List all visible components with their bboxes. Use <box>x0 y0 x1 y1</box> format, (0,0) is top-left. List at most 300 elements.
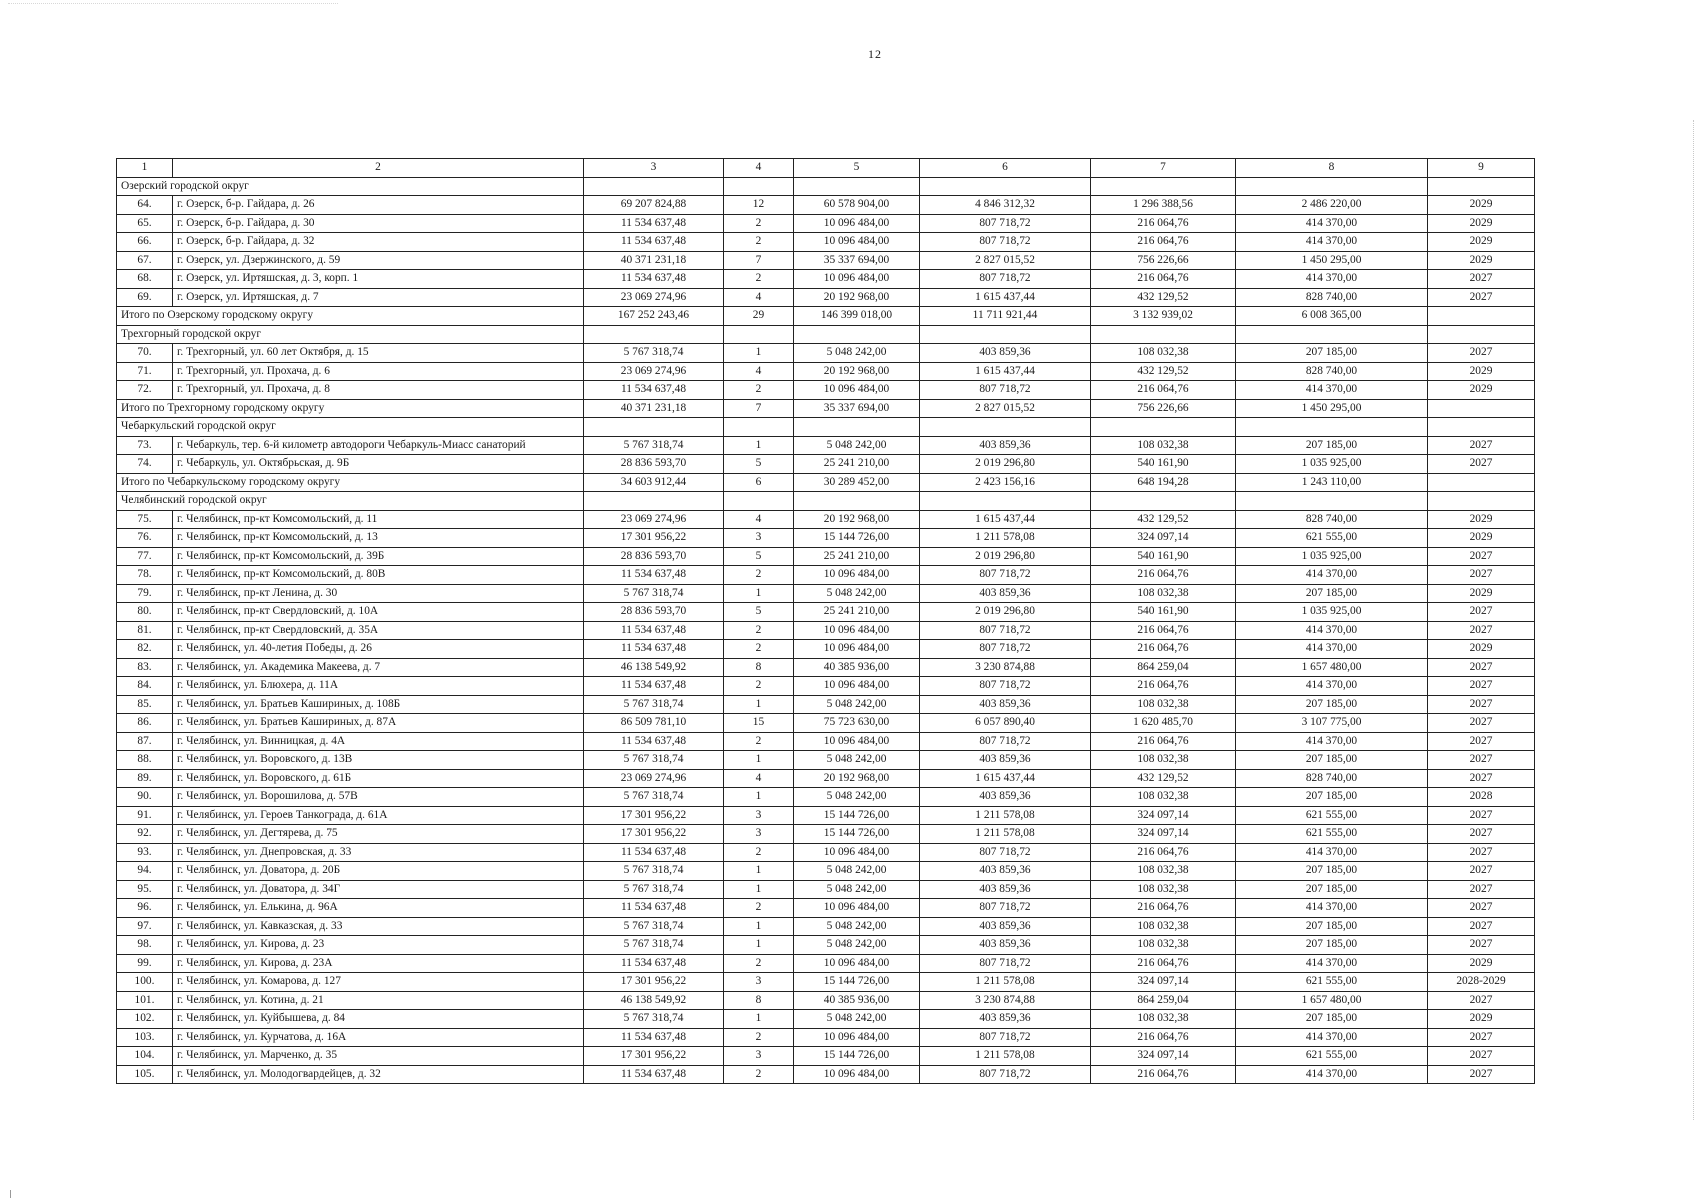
col6-cell: 807 718,72 <box>920 1065 1091 1084</box>
address-cell: г. Челябинск, ул. Братьев Кашириных, д. 108Б <box>173 695 584 714</box>
col8-cell: 414 370,00 <box>1236 1065 1428 1084</box>
lift-count-cell: 2 <box>724 732 794 751</box>
table-row <box>117 251 1535 270</box>
row-number: 84. <box>117 677 173 696</box>
table-row <box>117 714 1535 733</box>
col8-cell: 2 486 220,00 <box>1236 196 1428 215</box>
lift-count-cell: 2 <box>724 899 794 918</box>
total-cost-cell: 11 534 637,48 <box>584 233 724 252</box>
total-cost-cell: 5 767 318,74 <box>584 695 724 714</box>
col8-cell: 621 555,00 <box>1236 1047 1428 1066</box>
col7-cell: 216 064,76 <box>1091 381 1236 400</box>
row-number: 94. <box>117 862 173 881</box>
table-row <box>117 270 1535 289</box>
year-cell: 2027 <box>1428 843 1535 862</box>
address-cell: г. Челябинск, ул. Воровского, д. 61Б <box>173 769 584 788</box>
col6-cell: 403 859,36 <box>920 880 1091 899</box>
year-cell: 2029 <box>1428 1010 1535 1029</box>
year-cell: 2027 <box>1428 1047 1535 1066</box>
page-number: 12 <box>868 47 882 61</box>
row-number: 75. <box>117 510 173 529</box>
col8-cell: 207 185,00 <box>1236 344 1428 363</box>
col7-cell: 216 064,76 <box>1091 233 1236 252</box>
col8-cell: 207 185,00 <box>1236 695 1428 714</box>
col7-cell: 108 032,38 <box>1091 788 1236 807</box>
col7-cell: 216 064,76 <box>1091 1065 1236 1084</box>
lift-count-cell: 15 <box>724 714 794 733</box>
section-label: Озерский городской округ <box>117 177 584 196</box>
total-cell: 3 132 939,02 <box>1091 307 1236 326</box>
col8-cell: 828 740,00 <box>1236 288 1428 307</box>
col5-cell: 5 048 242,00 <box>794 880 920 899</box>
col5-cell: 60 578 904,00 <box>794 196 920 215</box>
col8-cell: 414 370,00 <box>1236 270 1428 289</box>
col8-cell: 1 035 925,00 <box>1236 603 1428 622</box>
col6-cell: 807 718,72 <box>920 270 1091 289</box>
year-cell: 2027 <box>1428 344 1535 363</box>
col8-cell: 828 740,00 <box>1236 769 1428 788</box>
lift-count-cell: 1 <box>724 751 794 770</box>
empty-cell <box>1091 492 1236 511</box>
table-row <box>117 732 1535 751</box>
col6-cell: 403 859,36 <box>920 436 1091 455</box>
address-cell: г. Челябинск, ул. Винницкая, д. 4А <box>173 732 584 751</box>
col8-cell: 1 657 480,00 <box>1236 991 1428 1010</box>
row-number: 74. <box>117 455 173 474</box>
col8-cell: 207 185,00 <box>1236 880 1428 899</box>
row-number: 92. <box>117 825 173 844</box>
lift-count-cell: 3 <box>724 825 794 844</box>
year-cell: 2027 <box>1428 455 1535 474</box>
lift-count-cell: 7 <box>724 251 794 270</box>
col7-cell: 756 226,66 <box>1091 251 1236 270</box>
col7-cell: 324 097,14 <box>1091 529 1236 548</box>
total-cell: 11 711 921,44 <box>920 307 1091 326</box>
col5-cell: 5 048 242,00 <box>794 695 920 714</box>
header-cell: 4 <box>724 159 794 178</box>
col7-cell: 216 064,76 <box>1091 732 1236 751</box>
total-cost-cell: 11 534 637,48 <box>584 899 724 918</box>
col5-cell: 15 144 726,00 <box>794 806 920 825</box>
lift-count-cell: 4 <box>724 362 794 381</box>
total-cell: 7 <box>724 399 794 418</box>
year-cell: 2027 <box>1428 769 1535 788</box>
col8-cell: 207 185,00 <box>1236 788 1428 807</box>
header-cell: 1 <box>117 159 173 178</box>
col6-cell: 1 211 578,08 <box>920 973 1091 992</box>
col8-cell: 414 370,00 <box>1236 843 1428 862</box>
address-cell: г. Озерск, ул. Иртяшская, д. 3, корп. 1 <box>173 270 584 289</box>
col6-cell: 1 211 578,08 <box>920 806 1091 825</box>
year-cell: 2027 <box>1428 991 1535 1010</box>
total-cost-cell: 5 767 318,74 <box>584 436 724 455</box>
empty-cell <box>1236 325 1428 344</box>
col7-cell: 108 032,38 <box>1091 584 1236 603</box>
address-cell: г. Челябинск, ул. Академика Макеева, д. 7 <box>173 658 584 677</box>
empty-cell <box>1236 418 1428 437</box>
total-cost-cell: 5 767 318,74 <box>584 751 724 770</box>
row-number: 88. <box>117 751 173 770</box>
address-cell: г. Челябинск, ул. Кирова, д. 23А <box>173 954 584 973</box>
col8-cell: 1 657 480,00 <box>1236 658 1428 677</box>
total-cost-cell: 5 767 318,74 <box>584 344 724 363</box>
total-cost-cell: 46 138 549,92 <box>584 991 724 1010</box>
table-row <box>117 640 1535 659</box>
total-cost-cell: 11 534 637,48 <box>584 214 724 233</box>
year-cell: 2029 <box>1428 362 1535 381</box>
col8-cell: 207 185,00 <box>1236 436 1428 455</box>
col5-cell: 40 385 936,00 <box>794 658 920 677</box>
year-cell: 2027 <box>1428 288 1535 307</box>
year-cell: 2027 <box>1428 658 1535 677</box>
col8-cell: 414 370,00 <box>1236 899 1428 918</box>
col8-cell: 207 185,00 <box>1236 936 1428 955</box>
col5-cell: 15 144 726,00 <box>794 825 920 844</box>
total-cost-cell: 5 767 318,74 <box>584 917 724 936</box>
row-number: 67. <box>117 251 173 270</box>
col6-cell: 807 718,72 <box>920 233 1091 252</box>
row-number: 65. <box>117 214 173 233</box>
address-cell: г. Челябинск, ул. Котина, д. 21 <box>173 991 584 1010</box>
col8-cell: 3 107 775,00 <box>1236 714 1428 733</box>
lift-count-cell: 4 <box>724 510 794 529</box>
empty-cell <box>920 492 1091 511</box>
total-cost-cell: 23 069 274,96 <box>584 362 724 381</box>
empty-cell <box>1428 418 1535 437</box>
col6-cell: 3 230 874,88 <box>920 991 1091 1010</box>
table-row <box>117 695 1535 714</box>
row-number: 71. <box>117 362 173 381</box>
col5-cell: 10 096 484,00 <box>794 566 920 585</box>
col8-cell: 207 185,00 <box>1236 917 1428 936</box>
table-row <box>117 362 1535 381</box>
address-cell: г. Челябинск, пр-кт Свердловский, д. 10А <box>173 603 584 622</box>
header-cell: 6 <box>920 159 1091 178</box>
col8-cell: 621 555,00 <box>1236 529 1428 548</box>
total-cell: 2 423 156,16 <box>920 473 1091 492</box>
col5-cell: 25 241 210,00 <box>794 455 920 474</box>
row-number: 79. <box>117 584 173 603</box>
address-cell: г. Челябинск, ул. Дегтярева, д. 75 <box>173 825 584 844</box>
empty-cell <box>724 418 794 437</box>
empty-cell <box>794 177 920 196</box>
address-cell: г. Челябинск, пр-кт Ленина, д. 30 <box>173 584 584 603</box>
col5-cell: 15 144 726,00 <box>794 529 920 548</box>
col7-cell: 216 064,76 <box>1091 566 1236 585</box>
total-cost-cell: 17 301 956,22 <box>584 1047 724 1066</box>
col5-cell: 10 096 484,00 <box>794 677 920 696</box>
total-cost-cell: 28 836 593,70 <box>584 455 724 474</box>
table-row <box>117 825 1535 844</box>
col7-cell: 1 620 485,70 <box>1091 714 1236 733</box>
lift-count-cell: 2 <box>724 677 794 696</box>
section-row <box>117 177 1535 196</box>
row-number: 83. <box>117 658 173 677</box>
year-cell: 2029 <box>1428 954 1535 973</box>
section-label: Чебаркульский городской округ <box>117 418 584 437</box>
address-cell: г. Озерск, б-р. Гайдара, д. 26 <box>173 196 584 215</box>
col6-cell: 403 859,36 <box>920 1010 1091 1029</box>
row-number: 86. <box>117 714 173 733</box>
lift-count-cell: 2 <box>724 381 794 400</box>
col5-cell: 10 096 484,00 <box>794 1065 920 1084</box>
total-cost-cell: 11 534 637,48 <box>584 732 724 751</box>
row-number: 91. <box>117 806 173 825</box>
col8-cell: 414 370,00 <box>1236 381 1428 400</box>
col7-cell: 216 064,76 <box>1091 270 1236 289</box>
table-row <box>117 862 1535 881</box>
empty-cell <box>1091 325 1236 344</box>
empty-cell <box>1428 325 1535 344</box>
address-cell: г. Челябинск, ул. Доватора, д. 20Б <box>173 862 584 881</box>
table-row <box>117 436 1535 455</box>
lift-count-cell: 5 <box>724 603 794 622</box>
table-row <box>117 214 1535 233</box>
row-number: 96. <box>117 899 173 918</box>
total-cost-cell: 23 069 274,96 <box>584 510 724 529</box>
empty-cell <box>920 177 1091 196</box>
address-cell: г. Челябинск, ул. Братьев Кашириных, д. 87А <box>173 714 584 733</box>
address-cell: г. Трехгорный, ул. Прохача, д. 6 <box>173 362 584 381</box>
col7-cell: 432 129,52 <box>1091 288 1236 307</box>
col5-cell: 20 192 968,00 <box>794 510 920 529</box>
total-cell: 30 289 452,00 <box>794 473 920 492</box>
row-number: 98. <box>117 936 173 955</box>
total-cost-cell: 11 534 637,48 <box>584 640 724 659</box>
row-number: 70. <box>117 344 173 363</box>
year-cell: 2027 <box>1428 880 1535 899</box>
year-cell: 2027 <box>1428 677 1535 696</box>
empty-cell <box>1091 177 1236 196</box>
total-cell: 146 399 018,00 <box>794 307 920 326</box>
col8-cell: 1 035 925,00 <box>1236 455 1428 474</box>
table-row <box>117 1065 1535 1084</box>
address-cell: г. Челябинск, ул. Кавказская, д. 33 <box>173 917 584 936</box>
col7-cell: 540 161,90 <box>1091 547 1236 566</box>
row-number: 72. <box>117 381 173 400</box>
lift-count-cell: 3 <box>724 973 794 992</box>
address-cell: г. Челябинск, ул. Днепровская, д. 33 <box>173 843 584 862</box>
col5-cell: 20 192 968,00 <box>794 288 920 307</box>
col7-cell: 108 032,38 <box>1091 1010 1236 1029</box>
total-cost-cell: 28 836 593,70 <box>584 547 724 566</box>
col7-cell: 216 064,76 <box>1091 677 1236 696</box>
col7-cell: 108 032,38 <box>1091 917 1236 936</box>
total-cost-cell: 17 301 956,22 <box>584 529 724 548</box>
program-table-container <box>116 158 1534 1084</box>
row-number: 87. <box>117 732 173 751</box>
empty-cell <box>1236 492 1428 511</box>
total-cell: 1 243 110,00 <box>1236 473 1428 492</box>
col8-cell: 414 370,00 <box>1236 1028 1428 1047</box>
table-row <box>117 455 1535 474</box>
table-row <box>117 751 1535 770</box>
total-cell: 167 252 243,46 <box>584 307 724 326</box>
lift-count-cell: 2 <box>724 621 794 640</box>
col5-cell: 10 096 484,00 <box>794 954 920 973</box>
lift-count-cell: 3 <box>724 806 794 825</box>
total-cost-cell: 17 301 956,22 <box>584 825 724 844</box>
total-cost-cell: 11 534 637,48 <box>584 954 724 973</box>
year-cell: 2027 <box>1428 917 1535 936</box>
col6-cell: 2 827 015,52 <box>920 251 1091 270</box>
row-number: 73. <box>117 436 173 455</box>
col8-cell: 414 370,00 <box>1236 566 1428 585</box>
address-cell: г. Челябинск, ул. Героев Танкограда, д. 61А <box>173 806 584 825</box>
col6-cell: 807 718,72 <box>920 732 1091 751</box>
total-cost-cell: 5 767 318,74 <box>584 936 724 955</box>
address-cell: г. Челябинск, пр-кт Комсомольский, д. 11 <box>173 510 584 529</box>
lift-count-cell: 1 <box>724 880 794 899</box>
col7-cell: 216 064,76 <box>1091 621 1236 640</box>
row-number: 66. <box>117 233 173 252</box>
total-label: Итого по Трехгорному городскому округу <box>117 399 584 418</box>
total-cost-cell: 5 767 318,74 <box>584 862 724 881</box>
col6-cell: 807 718,72 <box>920 566 1091 585</box>
empty-cell <box>794 418 920 437</box>
total-label: Итого по Озерскому городскому округу <box>117 307 584 326</box>
col7-cell: 540 161,90 <box>1091 455 1236 474</box>
year-cell: 2029 <box>1428 196 1535 215</box>
col5-cell: 5 048 242,00 <box>794 917 920 936</box>
address-cell: г. Трехгорный, ул. Прохача, д. 8 <box>173 381 584 400</box>
total-cost-cell: 40 371 231,18 <box>584 251 724 270</box>
row-number: 101. <box>117 991 173 1010</box>
row-number: 68. <box>117 270 173 289</box>
total-cost-cell: 23 069 274,96 <box>584 769 724 788</box>
total-cost-cell: 5 767 318,74 <box>584 880 724 899</box>
year-cell: 2027 <box>1428 936 1535 955</box>
col7-cell: 108 032,38 <box>1091 751 1236 770</box>
col8-cell: 207 185,00 <box>1236 751 1428 770</box>
col7-cell: 108 032,38 <box>1091 862 1236 881</box>
col6-cell: 807 718,72 <box>920 843 1091 862</box>
total-cell: 35 337 694,00 <box>794 399 920 418</box>
table-row <box>117 917 1535 936</box>
section-row <box>117 492 1535 511</box>
header-cell: 7 <box>1091 159 1236 178</box>
lift-count-cell: 1 <box>724 917 794 936</box>
total-cost-cell: 23 069 274,96 <box>584 288 724 307</box>
table-row <box>117 547 1535 566</box>
table-row <box>117 621 1535 640</box>
lift-count-cell: 2 <box>724 566 794 585</box>
lift-count-cell: 1 <box>724 862 794 881</box>
col6-cell: 807 718,72 <box>920 214 1091 233</box>
total-cost-cell: 5 767 318,74 <box>584 1010 724 1029</box>
total-cost-cell: 11 534 637,48 <box>584 566 724 585</box>
lift-count-cell: 2 <box>724 640 794 659</box>
table-row <box>117 806 1535 825</box>
empty-cell <box>794 325 920 344</box>
table-row <box>117 973 1535 992</box>
lift-count-cell: 4 <box>724 769 794 788</box>
lift-count-cell: 1 <box>724 695 794 714</box>
year-cell: 2027 <box>1428 1065 1535 1084</box>
col7-cell: 108 032,38 <box>1091 880 1236 899</box>
table-row <box>117 233 1535 252</box>
year-cell: 2029 <box>1428 233 1535 252</box>
col7-cell: 216 064,76 <box>1091 954 1236 973</box>
section-row <box>117 325 1535 344</box>
row-number: 97. <box>117 917 173 936</box>
col5-cell: 10 096 484,00 <box>794 732 920 751</box>
empty-cell <box>920 418 1091 437</box>
total-cell: 6 008 365,00 <box>1236 307 1428 326</box>
lift-count-cell: 8 <box>724 991 794 1010</box>
col6-cell: 1 615 437,44 <box>920 362 1091 381</box>
table-row <box>117 196 1535 215</box>
col8-cell: 828 740,00 <box>1236 362 1428 381</box>
year-cell: 2027 <box>1428 751 1535 770</box>
table-body <box>117 159 1535 1084</box>
lift-count-cell: 3 <box>724 529 794 548</box>
total-cost-cell: 69 207 824,88 <box>584 196 724 215</box>
address-cell: г. Челябинск, ул. Кирова, д. 23 <box>173 936 584 955</box>
section-label: Трехгорный городской округ <box>117 325 584 344</box>
address-cell: г. Челябинск, пр-кт Комсомольский, д. 13 <box>173 529 584 548</box>
address-cell: г. Челябинск, ул. Доватора, д. 34Г <box>173 880 584 899</box>
table-row <box>117 880 1535 899</box>
col8-cell: 207 185,00 <box>1236 1010 1428 1029</box>
col7-cell: 324 097,14 <box>1091 825 1236 844</box>
address-cell: г. Челябинск, ул. Елькина, д. 96А <box>173 899 584 918</box>
address-cell: г. Озерск, б-р. Гайдара, д. 32 <box>173 233 584 252</box>
col7-cell: 324 097,14 <box>1091 1047 1236 1066</box>
table-row <box>117 381 1535 400</box>
col5-cell: 5 048 242,00 <box>794 436 920 455</box>
empty-cell <box>584 177 724 196</box>
lift-count-cell: 3 <box>724 1047 794 1066</box>
lift-count-cell: 1 <box>724 936 794 955</box>
row-number: 90. <box>117 788 173 807</box>
year-cell: 2027 <box>1428 714 1535 733</box>
col8-cell: 1 450 295,00 <box>1236 251 1428 270</box>
row-number: 80. <box>117 603 173 622</box>
total-cell: 6 <box>724 473 794 492</box>
col8-cell: 621 555,00 <box>1236 973 1428 992</box>
lift-count-cell: 2 <box>724 1028 794 1047</box>
table-row <box>117 1047 1535 1066</box>
col5-cell: 10 096 484,00 <box>794 1028 920 1047</box>
lift-count-cell: 2 <box>724 843 794 862</box>
col6-cell: 3 230 874,88 <box>920 658 1091 677</box>
row-number: 102. <box>117 1010 173 1029</box>
total-cost-cell: 28 836 593,70 <box>584 603 724 622</box>
row-number: 103. <box>117 1028 173 1047</box>
row-number: 85. <box>117 695 173 714</box>
lift-count-cell: 8 <box>724 658 794 677</box>
row-number: 104. <box>117 1047 173 1066</box>
col8-cell: 621 555,00 <box>1236 806 1428 825</box>
year-cell: 2027 <box>1428 732 1535 751</box>
address-cell: г. Челябинск, пр-кт Комсомольский, д. 80В <box>173 566 584 585</box>
total-cost-cell: 11 534 637,48 <box>584 1028 724 1047</box>
table-row <box>117 936 1535 955</box>
header-cell: 9 <box>1428 159 1535 178</box>
total-cell <box>1428 399 1535 418</box>
total-cell: 648 194,28 <box>1091 473 1236 492</box>
total-cost-cell: 17 301 956,22 <box>584 806 724 825</box>
col8-cell: 414 370,00 <box>1236 677 1428 696</box>
address-cell: г. Челябинск, ул. Ворошилова, д. 57В <box>173 788 584 807</box>
year-cell: 2029 <box>1428 214 1535 233</box>
col5-cell: 15 144 726,00 <box>794 1047 920 1066</box>
table-row <box>117 529 1535 548</box>
address-cell: г. Челябинск, ул. 40-летия Победы, д. 26 <box>173 640 584 659</box>
col6-cell: 4 846 312,32 <box>920 196 1091 215</box>
col7-cell: 432 129,52 <box>1091 362 1236 381</box>
